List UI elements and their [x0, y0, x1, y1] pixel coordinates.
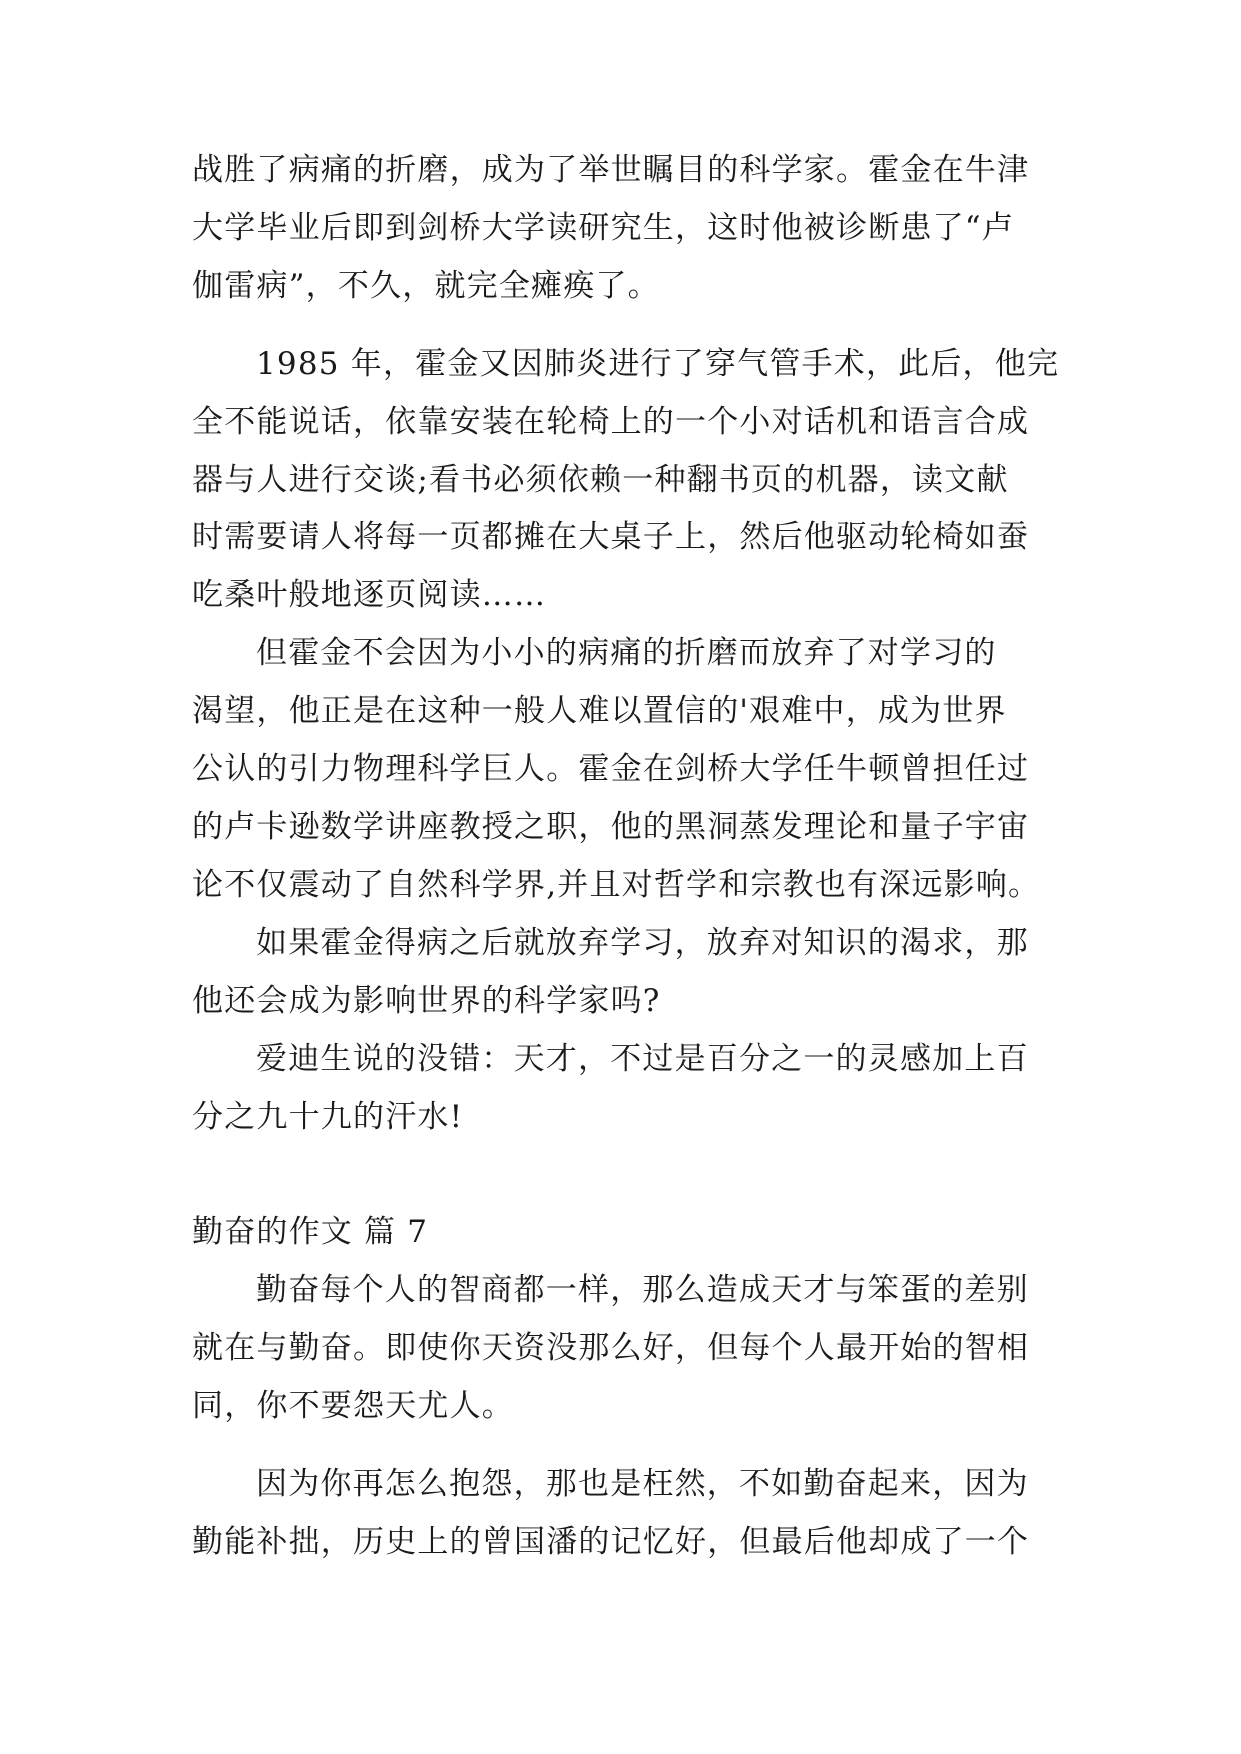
paragraph-line: 论不仅震动了自然科学界,并且对哲学和宗教也有深远影响。 [192, 867, 1041, 903]
paragraph-line: 他还会成为影响世界的科学家吗? [192, 983, 661, 1019]
paragraph-line: 吃桑叶般地逐页阅读…… [192, 577, 547, 613]
paragraph-line: 战胜了病痛的折磨，成为了举世瞩目的科学家。霍金在牛津 [192, 152, 1030, 188]
paragraph-line: 如果霍金得病之后就放弃学习，放弃对知识的渴求，那 [256, 925, 1029, 961]
paragraph-line: 1985 年，霍金又因肺炎进行了穿气管手术，此后，他完 [256, 346, 1060, 382]
paragraph-line: 分之九十九的汗水! [192, 1099, 464, 1135]
paragraph-line: 大学毕业后即到剑桥大学读研究生，这时他被诊断患了“卢 [192, 210, 1015, 246]
paragraph-line: 同，你不要怨天尤人。 [192, 1388, 514, 1424]
paragraph-line: 勤能补拙，历史上的曾国潘的记忆好，但最后他却成了一个 [192, 1524, 1030, 1560]
paragraph-line: 爱迪生说的没错：天才，不过是百分之一的灵感加上百 [256, 1041, 1029, 1077]
paragraph-line: 时需要请人将每一页都摊在大桌子上，然后他驱动轮椅如蚕 [192, 519, 1030, 555]
paragraph-line: 的卢卡逊数学讲座教授之职，他的黑洞蒸发理论和量子宇宙 [192, 809, 1030, 845]
paragraph-line: 全不能说话，依靠安装在轮椅上的一个小对话机和语言合成 [192, 404, 1030, 440]
paragraph-line: 器与人进行交谈;看书必须依赖一种翻书页的机器，读文献 [192, 462, 1009, 498]
paragraph-line: 就在与勤奋。即使你天资没那么好，但每个人最开始的智相 [192, 1330, 1030, 1366]
paragraph-line: 伽雷病”，不久，就完全瘫痪了。 [192, 268, 660, 304]
paragraph-line: 但霍金不会因为小小的病痛的折磨而放弃了对学习的 [256, 635, 997, 671]
paragraph-line: 因为你再怎么抱怨，那也是枉然，不如勤奋起来，因为 [256, 1466, 1029, 1502]
paragraph-line: 公认的引力物理科学巨人。霍金在剑桥大学任牛顿曾担任过 [192, 751, 1030, 787]
paragraph-line: 渴望，他正是在这种一般人难以置信的'艰难中，成为世界 [192, 693, 1007, 729]
section-heading: 勤奋的作文 篇 7 [192, 1214, 429, 1250]
paragraph-line: 勤奋每个人的智商都一样，那么造成天才与笨蛋的差别 [256, 1272, 1029, 1308]
